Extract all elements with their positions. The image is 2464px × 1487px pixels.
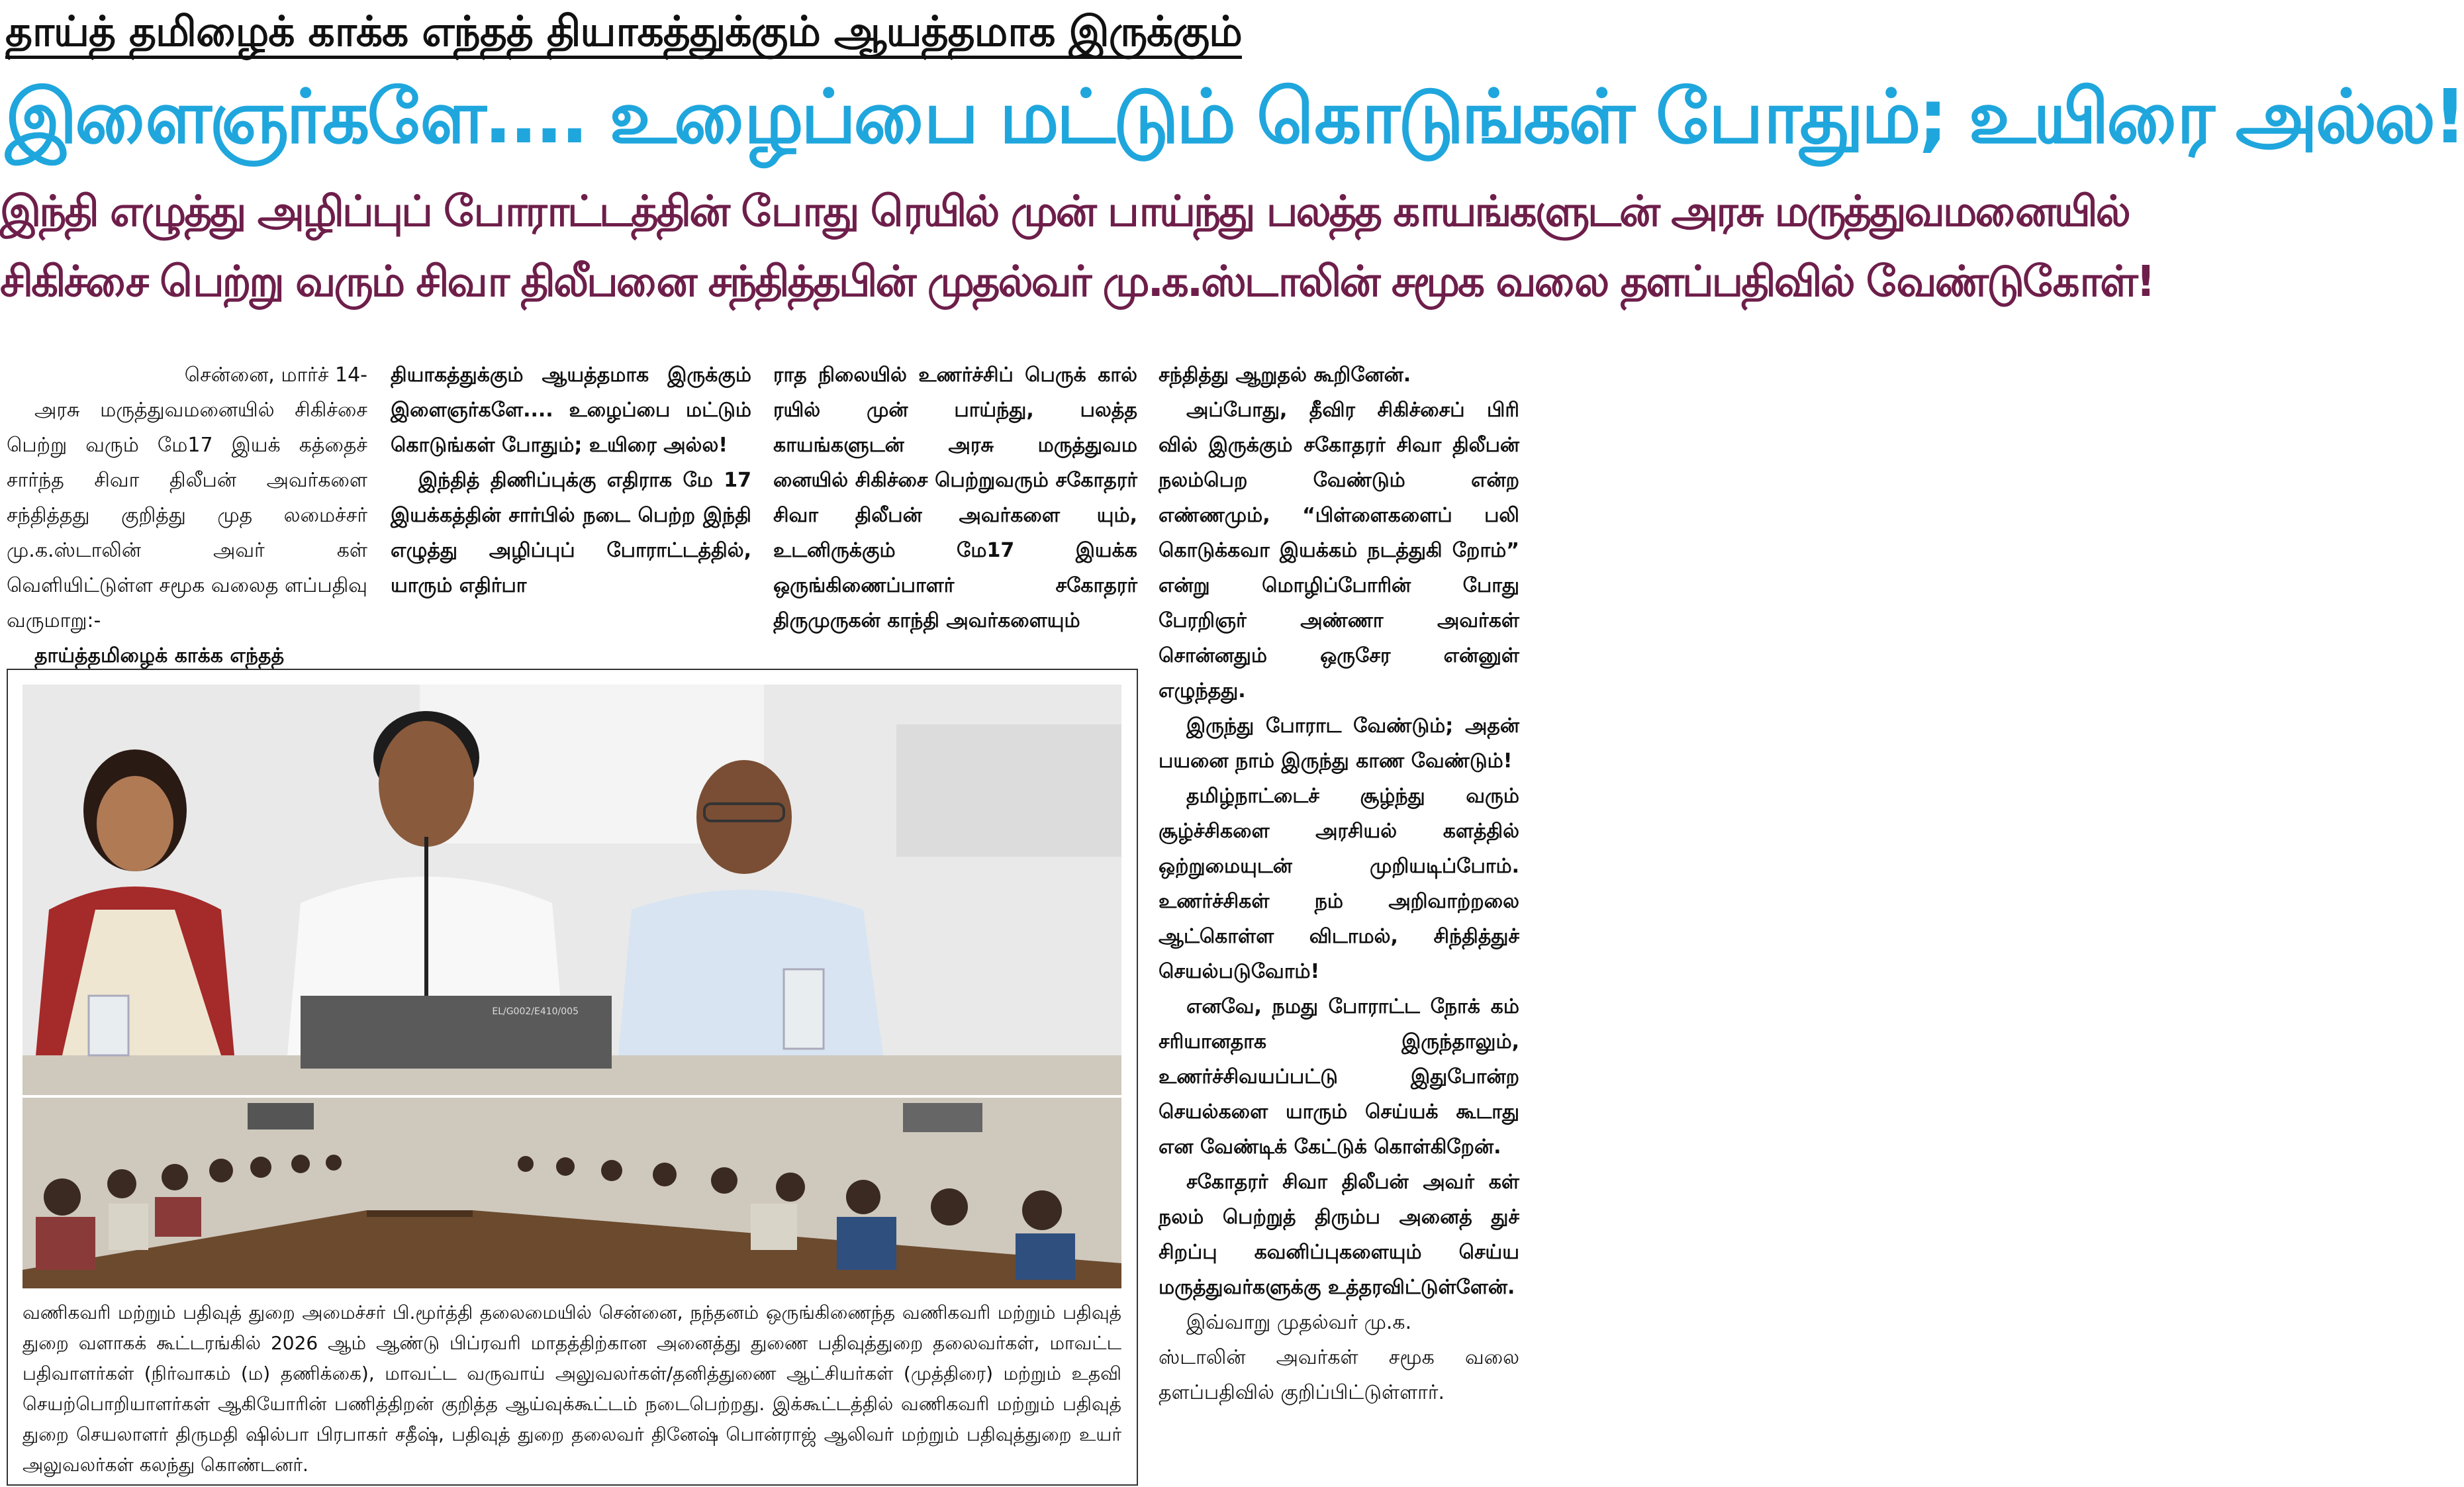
article-paragraph: ஸ்டாலின் அவர்கள் சமூக வலை தளப்பதிவில் குறிப்பிட்டுள்ளார். [1159, 1346, 1519, 1404]
photo-box [7, 669, 1138, 1486]
article-paragraph: அரசு மருத்துவமனையில் சிகிச்சை பெற்று வரும் மே17 இயக் கத்தைச் சார்ந்த சிவா திலீபன் அவர்களை சந்தித்தது குறித்து முத லமைச்சர் மு.க.ஸ்டாலின் அவர் கள் வெளியிட்டுள்ள சமூக வலைத ளப்பதிவு வருமாறு:- [7, 399, 367, 632]
article-column-3 [773, 358, 1137, 638]
dateline: சென்னை, மார்ச் 14- [184, 363, 367, 387]
meeting-photo-closeup [23, 685, 1121, 1095]
article-paragraph: தியாகத்துக்கும் ஆயத்தமாக இருக்கும் இளைஞர்களே.... உழைப்பை மட்டும் கொடுங்கள் போதும்; உயிரை அல்ல! [391, 363, 751, 457]
subheadline-line-1: இந்தி எழுத்து அழிப்புப் போராட்டத்தின் போது ரெயில் முன் பாய்ந்து பலத்த காயங்களுடன் அரசு மருத்துவமனையில் [0, 187, 2129, 236]
kicker-headline: தாய்த் தமிழைக் காக்க எந்தத் தியாகத்துக்கும் ஆயத்தமாக இருக்கும் [5, 3, 1237, 61]
article-paragraph: சகோதரர் சிவா திலீபன் அவர் கள் நலம் பெற்றுத் திரும்ப அனைத் துச் சிறப்பு கவனிப்புகளையும் செய்ய மருத்துவர்களுக்கு உத்தரவிட்டுள்ளேன். [1159, 1171, 1519, 1299]
article-paragraph: அப்போது, தீவிர சிகிச்சைப் பிரி வில் இருக்கும் சகோதரர் சிவா திலீபன் நலம்பெற வேண்டும் என்ற எண்ணமும், “பிள்ளைகளைப் பலி கொடுக்கவா இயக்கம் நடத்துகி றோம்” என்று மொழிப்போரின் போது பேரறிஞர் அண்ணா அவர்கள் சொன்னதும் ஒருசேர என்னுள் எழுந்தது. [1159, 399, 1519, 702]
subheadline-line-2: சிகிச்சை பெற்று வரும் சிவா திலீபனை சந்தித்தபின் முதல்வர் மு.க.ஸ்டாலின் சமூக வலை தளப்பதிவில் வேண்டுகோள்! [0, 258, 2154, 307]
meeting-wide-illustration [23, 1098, 1121, 1288]
article-paragraph: தமிழ்நாட்டைச் சூழ்ந்து வரும் சூழ்ச்சிகளை அரசியல் களத்தில் ஒற்றுமையுடன் முறியடிப்போம். உணர்ச்சிகள் நம் அறிவாற்றலை ஆட்கொள்ள விடாமல், சிந்தித்துச் செயல்படுவோம்! [1159, 785, 1519, 983]
meeting-closeup-illustration [23, 685, 1121, 1095]
photo-caption: வணிகவரி மற்றும் பதிவுத் துறை அமைச்சர் பி.மூர்த்தி தலைமையில் சென்னை, நந்தனம் ஒருங்கிணைந்த வணிகவரி மற்றும் பதிவுத் துறை வளாகக் கூட்டரங்கில் 2026 ஆம் ஆண்டு பிப்ரவரி மாதத்திற்கான அனைத்து துணை பதிவுத்துறை தலைவர்கள், மாவட்ட பதிவாளர்கள் (நிர்வாகம் (ம) தணிக்கை), மாவட்ட வருவாய் அலுவலர்கள்/தனித்துணை ஆட்சியர்கள் (முத்திரை) மற்றும் உதவி செயற்பொறியாளர்கள் ஆகியோரின் பணித்திறன் குறித்த ஆய்வுக்கூட்டம் நடைபெற்றது. இக்கூட்டத்தில் வணிகவரி மற்றும் பதிவுத் துறை செயலாளர் திருமதி ஷில்பா பிரபாகர் சதீஷ், பதிவுத் துறை தலைவர் தினேஷ் பொன்ராஜ் ஆலிவர் மற்றும் பதிவுத்துறை உயர் அலுவலர்கள் கலந்து கொண்டனர். [23, 1302, 1121, 1476]
article-paragraph: எனவே, நமது போராட்ட நோக் கம் சரியானதாக இருந்தாலும், உணர்ச்சிவயப்பட்டு இதுபோன்ற செயல்களை யாரும் செய்யக் கூடாது என வேண்டிக் கேட்டுக் கொள்கிறேன். [1159, 995, 1519, 1159]
article-column-4 [1159, 358, 1519, 1410]
article-paragraph: ராத நிலையில் உணர்ச்சிப் பெருக் கால் ரயில் முன் பாய்ந்து, பலத்த காயங்களுடன் அரசு மருத்துவம னையில் சிகிச்சை பெற்றுவரும் சகோதரர் சிவா திலீபன் அவர்களை யும், உடனிருக்கும் மே17 இயக்க ஒருங்கிணைப்பாளர் சகோதரர் திருமுருகன் காந்தி அவர்களையும் [773, 363, 1137, 632]
article-paragraph: இந்தித் திணிப்புக்கு எதிராக மே 17 இயக்கத்தின் சார்பில் நடை பெற்ற இந்தி எழுத்து அழிப்புப் போராட்டத்தில், யாரும் எதிர்பா [391, 469, 751, 597]
article-paragraph: இவ்வாறு முதல்வர் மு.க. [1186, 1311, 1412, 1334]
article-column-2 [391, 358, 751, 603]
monitor-label: EL/G002/E410/005 [492, 1006, 579, 1017]
main-headline: இளைஞர்களே.... உழைப்பை மட்டும் கொடுங்கள் போதும்; உயிரை அல்ல! [5, 74, 2464, 160]
article-paragraph: தாய்த்தமிழைக் காக்க எந்தத் [34, 644, 285, 667]
article-paragraph: இருந்து போராட வேண்டும்; அதன் பயனை நாம் இருந்து காண வேண்டும்! [1159, 714, 1519, 773]
article-paragraph: சந்தித்து ஆறுதல் கூறினேன். [1159, 363, 1411, 387]
article-column-1 [7, 358, 367, 673]
meeting-photo-wide [23, 1098, 1121, 1288]
